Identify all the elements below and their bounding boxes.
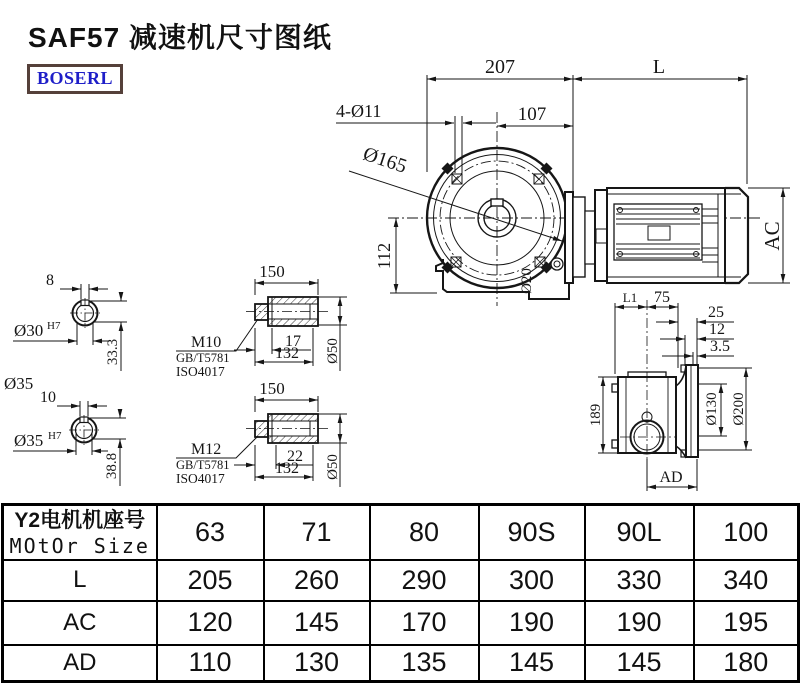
main-view-geometry	[388, 112, 762, 306]
bore-tol-bottom: H7	[48, 430, 62, 442]
dimension-table	[1, 503, 800, 683]
fan-cowl	[725, 188, 748, 283]
row-label-AC: AC	[3, 601, 157, 645]
dim-flange-dia: Ø165	[360, 142, 410, 178]
keyway-slot	[491, 199, 503, 206]
dim-AD: AD	[659, 469, 683, 486]
table-row-AD	[3, 645, 799, 682]
AC-value: 120	[157, 601, 264, 645]
dim-200: Ø200	[731, 392, 747, 426]
motor-size-90l: 90L	[585, 505, 694, 560]
dim-25: 25	[708, 304, 724, 321]
bore-dia-top: Ø30	[14, 321, 44, 340]
table-row-L	[3, 560, 799, 601]
L-value: 290	[370, 560, 479, 601]
table-header-cell	[3, 505, 157, 560]
motor	[595, 188, 748, 283]
keyway-width-top: 8	[46, 272, 54, 289]
AC-value: 195	[694, 601, 799, 645]
hs1-std2: ISO4017	[176, 364, 225, 379]
dim-L1: L1	[622, 290, 638, 305]
technical-drawing	[0, 55, 800, 503]
AD-value: 130	[264, 645, 370, 682]
hs2-l2: 132	[275, 460, 299, 477]
dim-bolt-holes: 4-Ø11	[336, 101, 382, 121]
hs1-std1: GB/T5781	[176, 351, 230, 365]
dim-L: L	[652, 56, 666, 78]
row-label-AD: AD	[3, 645, 157, 682]
AD-value: 110	[157, 645, 264, 682]
bore-tol-top: H7	[47, 320, 61, 332]
AD-value: 145	[479, 645, 585, 682]
keyway-depth-top: 33.3	[105, 338, 121, 366]
dim-12: 12	[709, 321, 725, 338]
dim-plug-dia: Ø20	[519, 268, 535, 294]
keyway-depth-bottom: 38.8	[104, 452, 120, 480]
AD-value: 135	[370, 645, 479, 682]
hs1-od: Ø50	[325, 338, 341, 364]
motor-size-100: 100	[694, 505, 799, 560]
AC-value: 190	[479, 601, 585, 645]
dim-3-5: 3.5	[710, 338, 730, 355]
dim-130: Ø130	[704, 392, 720, 426]
bore-dia-bottom: Ø35	[14, 431, 44, 450]
motor-size-63: 63	[157, 505, 264, 560]
page-title: SAF57 减速机尺寸图纸	[28, 22, 332, 53]
hs2-std2: ISO4017	[176, 471, 225, 486]
keyway-width-bottom: 10	[40, 389, 56, 406]
AD-value: 145	[585, 645, 694, 682]
table-row-AC	[3, 601, 799, 645]
row-label-L: L	[3, 560, 157, 601]
L-value: 300	[479, 560, 585, 601]
shaft-dia-label: Ø35	[4, 374, 34, 393]
table-header-en: MOtOr Size	[9, 534, 150, 559]
dim-75: 75	[654, 289, 670, 306]
hs1-thread: M10	[191, 334, 222, 351]
AC-value: 170	[370, 601, 479, 645]
motor-size-90s: 90S	[479, 505, 585, 560]
dim-207: 207	[485, 56, 515, 78]
hs1-t: 17	[285, 333, 301, 350]
brand-logo: BOSERL	[27, 64, 123, 94]
dim-112: 112	[374, 242, 394, 270]
hs2-t: 22	[287, 448, 303, 465]
L-value: 330	[585, 560, 694, 601]
L-value: 260	[264, 560, 370, 601]
AC-value: 145	[264, 601, 370, 645]
motor-size-71: 71	[264, 505, 370, 560]
table-header-cn: Y2电机机座号	[14, 509, 146, 533]
hs2-od: Ø50	[325, 454, 341, 480]
hs1-length: 150	[259, 262, 285, 281]
hs2-length: 150	[259, 379, 285, 398]
AC-value: 190	[585, 601, 694, 645]
L-value: 340	[694, 560, 799, 601]
hs2-thread: M12	[191, 441, 222, 458]
motor-size-80: 80	[370, 505, 479, 560]
dim-AC: AC	[760, 221, 784, 251]
dim-189: 189	[588, 403, 604, 427]
hs1-l2: 132	[275, 345, 299, 362]
dim-107: 107	[517, 104, 547, 125]
hs2-std1: GB/T5781	[176, 458, 230, 472]
L-value: 205	[157, 560, 264, 601]
AD-value: 180	[694, 645, 799, 682]
side-view-geometry	[612, 300, 698, 470]
